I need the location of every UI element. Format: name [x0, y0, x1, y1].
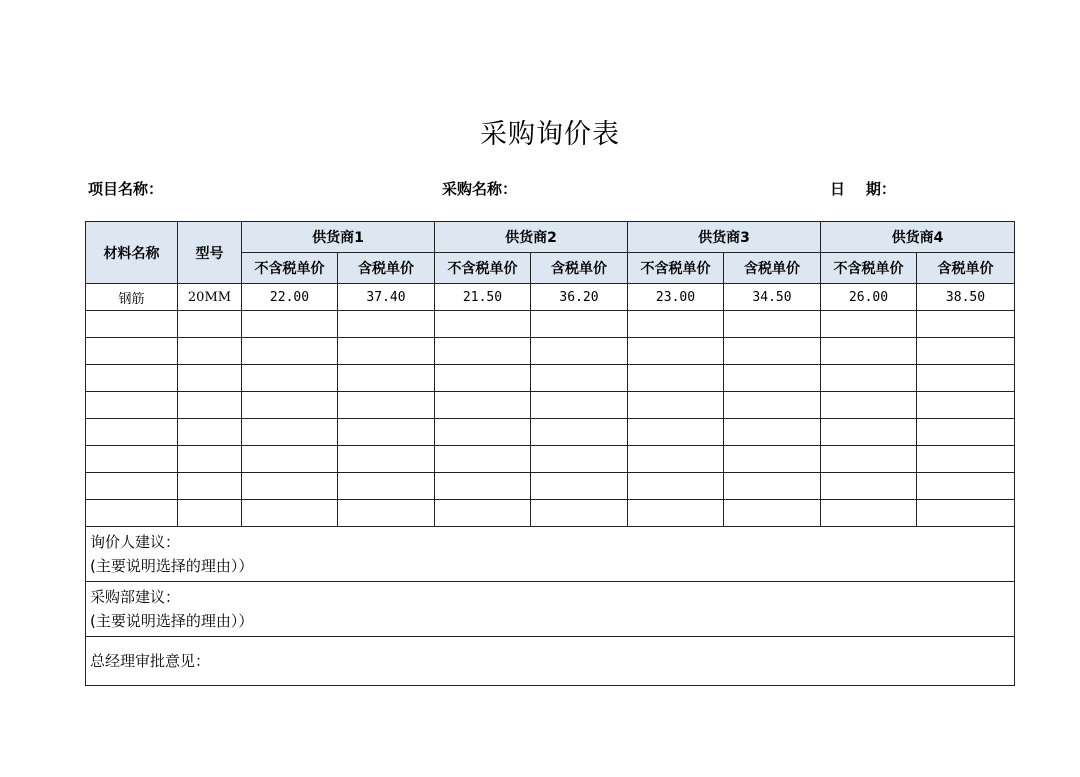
table-row: [86, 284, 1015, 311]
excl-tax-price-cell[interactable]: 23.00: [628, 284, 724, 311]
incl-tax-price-cell[interactable]: [531, 446, 628, 473]
excl-tax-price-cell[interactable]: [821, 473, 917, 500]
subheader-incl-tax-2: 含税单价: [531, 253, 628, 284]
incl-tax-price-cell[interactable]: [724, 500, 821, 527]
incl-tax-price-cell[interactable]: 34.50: [724, 284, 821, 311]
excl-tax-price-cell[interactable]: [242, 500, 338, 527]
material-cell[interactable]: [86, 473, 178, 500]
header-model: 型号: [178, 222, 242, 284]
incl-tax-price-cell[interactable]: [531, 419, 628, 446]
excl-tax-price-cell[interactable]: [628, 338, 724, 365]
material-cell[interactable]: [86, 365, 178, 392]
incl-tax-price-cell[interactable]: [724, 446, 821, 473]
excl-tax-price-cell[interactable]: [242, 419, 338, 446]
model-cell[interactable]: [178, 392, 242, 419]
material-cell[interactable]: [86, 419, 178, 446]
purchasing-suggestion-cell[interactable]: [86, 582, 1015, 637]
incl-tax-price-cell[interactable]: [724, 392, 821, 419]
table-row: [86, 311, 1015, 338]
incl-tax-price-cell[interactable]: [917, 338, 1015, 365]
header-supplier-2: 供货商2: [435, 222, 628, 253]
inquirer-suggestion-hint: (主要说明选择的理由））: [90, 557, 254, 575]
table-row: [86, 365, 1015, 392]
incl-tax-price-cell[interactable]: [338, 446, 435, 473]
excl-tax-price-cell[interactable]: [628, 446, 724, 473]
header-supplier-4: 供货商4: [821, 222, 1015, 253]
inquiry-table: [85, 221, 1015, 686]
purchasing-suggestion-label: 采购部建议：: [90, 588, 181, 606]
table-row: [86, 419, 1015, 446]
excl-tax-price-cell[interactable]: [435, 365, 531, 392]
excl-tax-price-cell[interactable]: [821, 311, 917, 338]
subheader-excl-tax-3: 不含税单价: [628, 253, 724, 284]
excl-tax-price-cell[interactable]: 26.00: [821, 284, 917, 311]
incl-tax-price-cell[interactable]: [338, 500, 435, 527]
table-row: [86, 500, 1015, 527]
incl-tax-price-cell[interactable]: [917, 311, 1015, 338]
excl-tax-price-cell[interactable]: [821, 419, 917, 446]
material-cell[interactable]: [86, 446, 178, 473]
incl-tax-price-cell[interactable]: 37.40: [338, 284, 435, 311]
incl-tax-price-cell[interactable]: [724, 419, 821, 446]
header-supplier-1: 供货商1: [242, 222, 435, 253]
excl-tax-price-cell[interactable]: [435, 446, 531, 473]
material-cell[interactable]: [86, 338, 178, 365]
incl-tax-price-cell[interactable]: 36.20: [531, 284, 628, 311]
table-row: [86, 473, 1015, 500]
table-row: [86, 392, 1015, 419]
model-cell[interactable]: [178, 500, 242, 527]
incl-tax-price-cell[interactable]: [724, 473, 821, 500]
incl-tax-price-cell[interactable]: [338, 473, 435, 500]
excl-tax-price-cell[interactable]: [628, 473, 724, 500]
incl-tax-price-cell[interactable]: [531, 500, 628, 527]
table-row: [86, 446, 1015, 473]
incl-tax-price-cell[interactable]: [338, 338, 435, 365]
model-cell[interactable]: [178, 473, 242, 500]
excl-tax-price-cell[interactable]: 21.50: [435, 284, 531, 311]
incl-tax-price-cell[interactable]: [531, 473, 628, 500]
model-cell[interactable]: [178, 446, 242, 473]
model-cell[interactable]: [178, 338, 242, 365]
material-cell[interactable]: [86, 392, 178, 419]
incl-tax-price-cell[interactable]: [724, 365, 821, 392]
table-row: [86, 338, 1015, 365]
excl-tax-price-cell[interactable]: [242, 365, 338, 392]
gm-approval-label: 总经理审批意见：: [90, 652, 211, 670]
excl-tax-price-cell[interactable]: [628, 365, 724, 392]
model-cell[interactable]: 20MM: [178, 284, 242, 311]
excl-tax-price-cell[interactable]: [242, 392, 338, 419]
incl-tax-price-cell[interactable]: [917, 419, 1015, 446]
incl-tax-price-cell[interactable]: [531, 365, 628, 392]
incl-tax-price-cell[interactable]: [338, 419, 435, 446]
subheader-excl-tax-1: 不含税单价: [242, 253, 338, 284]
model-cell[interactable]: [178, 311, 242, 338]
material-cell[interactable]: [86, 500, 178, 527]
subheader-incl-tax-3: 含税单价: [724, 253, 821, 284]
incl-tax-price-cell[interactable]: [917, 446, 1015, 473]
excl-tax-price-cell[interactable]: [628, 500, 724, 527]
excl-tax-price-cell[interactable]: [821, 500, 917, 527]
date-label: 日 期：: [830, 180, 896, 198]
inquirer-suggestion-label: 询价人建议：: [90, 533, 181, 551]
excl-tax-price-cell[interactable]: [628, 311, 724, 338]
material-cell[interactable]: [86, 311, 178, 338]
incl-tax-price-cell[interactable]: [917, 473, 1015, 500]
purchasing-suggestion-hint: (主要说明选择的理由））: [90, 612, 254, 630]
excl-tax-price-cell[interactable]: [628, 392, 724, 419]
excl-tax-price-cell[interactable]: [435, 473, 531, 500]
excl-tax-price-cell[interactable]: [242, 473, 338, 500]
excl-tax-price-cell[interactable]: 22.00: [242, 284, 338, 311]
incl-tax-price-cell[interactable]: [531, 392, 628, 419]
excl-tax-price-cell[interactable]: [435, 338, 531, 365]
project-name-label: 项目名称：: [88, 180, 164, 198]
incl-tax-price-cell[interactable]: [338, 311, 435, 338]
gm-approval-cell[interactable]: [86, 637, 1015, 686]
excl-tax-price-cell[interactable]: [435, 500, 531, 527]
excl-tax-price-cell[interactable]: [242, 311, 338, 338]
material-cell[interactable]: 钢筋: [86, 284, 178, 311]
incl-tax-price-cell[interactable]: [917, 500, 1015, 527]
excl-tax-price-cell[interactable]: [628, 419, 724, 446]
incl-tax-price-cell[interactable]: [338, 392, 435, 419]
page-title: 采购询价表: [480, 119, 620, 150]
model-cell[interactable]: [178, 365, 242, 392]
subheader-incl-tax-4: 含税单价: [917, 253, 1015, 284]
incl-tax-price-cell[interactable]: [338, 365, 435, 392]
header-material-name: 材料名称: [86, 222, 178, 284]
excl-tax-price-cell[interactable]: [435, 392, 531, 419]
incl-tax-price-cell[interactable]: [724, 338, 821, 365]
excl-tax-price-cell[interactable]: [821, 365, 917, 392]
subheader-incl-tax-1: 含税单价: [338, 253, 435, 284]
inquirer-suggestion-cell[interactable]: [86, 527, 1015, 582]
excl-tax-price-cell[interactable]: [821, 446, 917, 473]
subheader-excl-tax-4: 不含税单价: [821, 253, 917, 284]
incl-tax-price-cell[interactable]: [531, 311, 628, 338]
purchase-name-label: 采购名称：: [442, 180, 518, 198]
excl-tax-price-cell[interactable]: [242, 338, 338, 365]
model-cell[interactable]: [178, 419, 242, 446]
excl-tax-price-cell[interactable]: [821, 392, 917, 419]
incl-tax-price-cell[interactable]: [531, 338, 628, 365]
excl-tax-price-cell[interactable]: [821, 338, 917, 365]
incl-tax-price-cell[interactable]: 38.50: [917, 284, 1015, 311]
excl-tax-price-cell[interactable]: [435, 419, 531, 446]
excl-tax-price-cell[interactable]: [242, 446, 338, 473]
incl-tax-price-cell[interactable]: [917, 365, 1015, 392]
incl-tax-price-cell[interactable]: [917, 392, 1015, 419]
incl-tax-price-cell[interactable]: [724, 311, 821, 338]
subheader-excl-tax-2: 不含税单价: [435, 253, 531, 284]
excl-tax-price-cell[interactable]: [435, 311, 531, 338]
header-supplier-3: 供货商3: [628, 222, 821, 253]
